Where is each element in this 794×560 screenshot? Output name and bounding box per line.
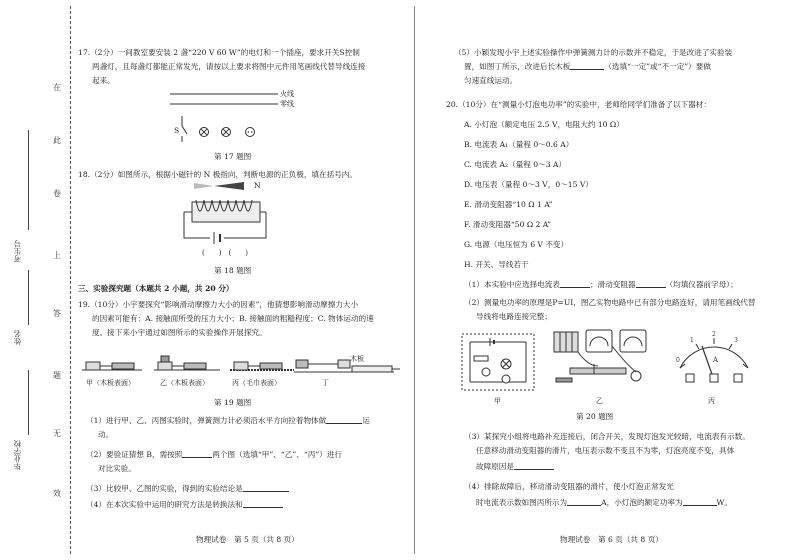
- q20-sub4-tail: W。: [716, 498, 732, 507]
- fig18-caption: 第 18 题图: [214, 266, 252, 275]
- q19-5-line1: （5）小颖发现小宇上述实验操作中弹簧测力计的示数并不稳定，于是改进了实验装: [454, 48, 733, 57]
- q19-sub4: [86, 500, 283, 510]
- q19-sub3-blank[interactable]: [243, 491, 289, 492]
- q19-sub1-text: （1）进行甲、乙、丙图实验时，弹簧测力计必须沿水平方向拉着物体做: [86, 416, 327, 425]
- q20-sub4-line2: [476, 498, 732, 508]
- q18-line1: 18.（2分）如图所示，根据小磁针的 N 极指向，判断电源的正负极，填在括号内。: [78, 170, 357, 179]
- q19-5-line2: [464, 62, 711, 72]
- q20-item-h: H. 开关、导线若干: [464, 260, 529, 269]
- q19-sub2-blank[interactable]: [182, 457, 212, 458]
- svg-text:1: 1: [690, 337, 694, 344]
- q20-item-e: E. 滑动变阻器“10 Ω 1 A”: [464, 200, 553, 209]
- q17-line2: 两盏灯，且每盏灯都能正常发光，请按以上要求将图中元件用笔画线代替导线连接: [92, 62, 366, 71]
- q20-sub4-line1: （4）排除故障后，移动滑动变阻器的滑片，使小灯泡正常发光: [464, 482, 674, 491]
- fig20-label-c: 丙: [708, 397, 715, 405]
- binding-char: 上: [53, 251, 61, 260]
- q19-sub2-text: （2）要验证猜想 B，需按照: [86, 450, 183, 459]
- q17-line1: 17.（2分）一间教室要安装 2 盏“220 V 60 W”的电灯和一个插座，要求开关S控制: [78, 48, 360, 57]
- fig19-label-b: 乙（木板表面）: [160, 379, 209, 387]
- q20-sub4-blank-current[interactable]: [567, 505, 601, 506]
- q19-sub1-tail: 运: [362, 416, 370, 425]
- fig17-circuit: [170, 86, 290, 144]
- q20-item-d: D. 电压表（量程 0～3 V，0～15 V）: [464, 180, 593, 189]
- needle-n-label: N: [254, 181, 261, 190]
- q20-item-a: A. 小灯泡（额定电压 2.5 V，电阻大约 10 Ω）: [464, 120, 624, 129]
- q20-sub3-line1: （3）某探究小组将电路补充连接后，闭合开关，发现灯泡发光较暗，电流表有示数。: [464, 432, 750, 441]
- fig17-caption: 第 17 题图: [214, 152, 252, 161]
- svg-text:0: 0: [676, 357, 680, 364]
- q20-sub4-blank-power[interactable]: [683, 505, 717, 506]
- svg-text:3: 3: [734, 337, 738, 344]
- name-line: [28, 270, 29, 325]
- q20-sub1: [464, 280, 738, 290]
- q20-sub1-tail: （均填仪器前字母）；: [665, 280, 738, 289]
- q19-line1: 19.（10分）小宇要探究“影响滑动摩擦力大小的因素”，他猜想影响滑动摩擦力大小: [78, 300, 359, 309]
- live-wire-label: 火线: [280, 90, 294, 98]
- q20-sub3-line3: [476, 462, 554, 472]
- svg-text:2: 2: [712, 331, 716, 338]
- q20-line1: 20.（10分）在“测量小灯泡电功率”的实验中，老师给同学们准备了以下器材：: [446, 100, 711, 109]
- fig20-physical-circuit: [550, 326, 660, 398]
- examinee-number-label: 考生号: [13, 240, 22, 263]
- fig19-label-a: 甲（木板表面）: [86, 379, 135, 387]
- q19-5-line3: 匀速直线运动。: [464, 76, 518, 85]
- fig20-caption: 第 20 题图: [576, 412, 614, 421]
- q20-item-f: F. 滑动变阻器“50 Ω 2 A”: [464, 220, 552, 229]
- q20-item-b: B. 电流表 A₁（量程 0～0.6 A）: [464, 140, 574, 149]
- q20-sub3-blank[interactable]: [514, 469, 554, 470]
- q19-line3: 度。接下来小宇通过如图所示的实验操作开展探究。: [92, 328, 267, 337]
- q20-sub4-mid: A，小灯泡的额定功率为: [601, 498, 683, 507]
- q19-sub1: [86, 416, 370, 426]
- q19-sub3: [86, 484, 289, 494]
- q20-sub2-line2: 导线将电路连接完整；: [476, 312, 552, 321]
- switch-label: S: [174, 126, 180, 135]
- q20-sub1-blank-ammeter[interactable]: [560, 287, 590, 288]
- q19-sub4-text: （4）在本次实验中运用的研究方法是转换法和: [86, 500, 243, 509]
- q20-sub4-text: 时电流表示数如图丙所示为: [476, 498, 568, 507]
- fig20-label-a: 甲: [494, 397, 501, 405]
- q20-sub3-text: 故障原因是: [476, 462, 514, 471]
- q17-line3: 起来。: [92, 76, 115, 85]
- fig20-schematic: [460, 332, 536, 396]
- q20-sub1-mid: ；滑动变阻器: [589, 280, 636, 289]
- binding-char: 在: [53, 83, 61, 92]
- q20-item-g: G. 电源（电压恒为 6 V 不变）: [464, 240, 569, 249]
- q20-sub2-line1: （2）测量电功率的原理是P=UI，图乙实物电路中已有部分电路连好，请用笔画线代替: [464, 298, 756, 307]
- left-footer: 物理试卷 第 5 页（共 8 页）: [196, 535, 299, 544]
- q19-5-tail: （选填“一定”或“不一定”）要做: [604, 62, 711, 71]
- school-line: [28, 370, 29, 435]
- binding-char: 效: [53, 489, 61, 498]
- q19-5-text: 置，如图丁所示，改进后长木板: [464, 62, 571, 71]
- fig19-label-c: 丙（毛巾表面）: [232, 379, 281, 387]
- q20-item-c: C. 电流表 A₂（量程 0～3 A）: [464, 160, 567, 169]
- binding-char: 答: [53, 309, 61, 318]
- fig20-label-b: 乙: [596, 397, 603, 405]
- examinee-number-line: [28, 130, 29, 230]
- right-footer: 物理试卷 第 6 页（共 8 页）: [560, 535, 663, 544]
- fig19-label-d: 丁: [322, 379, 329, 387]
- q19-sub2-tail: 两个图（选填“甲”、“乙”、“丙”）进行: [212, 450, 342, 459]
- q19-sub2: [86, 450, 342, 460]
- name-label: 姓名: [13, 330, 22, 345]
- pole-brackets: ( ) ( ): [202, 249, 248, 257]
- fig18-solenoid: [180, 182, 270, 252]
- q19-sub1-cont: 动。: [98, 430, 114, 439]
- q20-sub3-line2: 任意移动滑动变阻器的滑片，电压表示数不变且不为零，灯泡亮度不变，具体: [476, 446, 735, 455]
- page-divider: [414, 6, 415, 554]
- q19-sub3-text: （3）比较甲、乙图的实验，得到的实验结论是: [86, 484, 243, 493]
- binding-dashed-line: [70, 6, 71, 554]
- q19-sub4-blank[interactable]: [243, 507, 283, 508]
- q19-sub2-cont: 对比实验。: [98, 464, 136, 473]
- binding-char: 题: [53, 371, 61, 380]
- binding-char: 无: [53, 429, 61, 438]
- board-label: 木板: [350, 355, 364, 363]
- q19-5-blank[interactable]: [570, 69, 604, 70]
- fig20-ammeter-dial: [672, 328, 756, 390]
- binding-char: 卷: [53, 189, 61, 198]
- q20-sub1-blank-rheostat[interactable]: [636, 287, 666, 288]
- school-label: 毕业学校: [13, 440, 22, 470]
- fig19-caption: 第 19 题图: [214, 398, 252, 407]
- neutral-wire-label: 零线: [280, 100, 294, 108]
- svg-text:A: A: [713, 356, 719, 364]
- binding-char: 此: [53, 136, 61, 145]
- q19-line2: 的因素可能有：A. 接触面所受的压力大小；B. 接触面的粗糙程度；C. 物体运动的速: [92, 314, 374, 323]
- q19-sub1-blank[interactable]: [326, 423, 362, 424]
- q20-sub1-text: （1）本实验中应选择电流表: [464, 280, 560, 289]
- section-heading: 三、实验探究题（本题共 2 小题，共 20 分）: [78, 284, 234, 293]
